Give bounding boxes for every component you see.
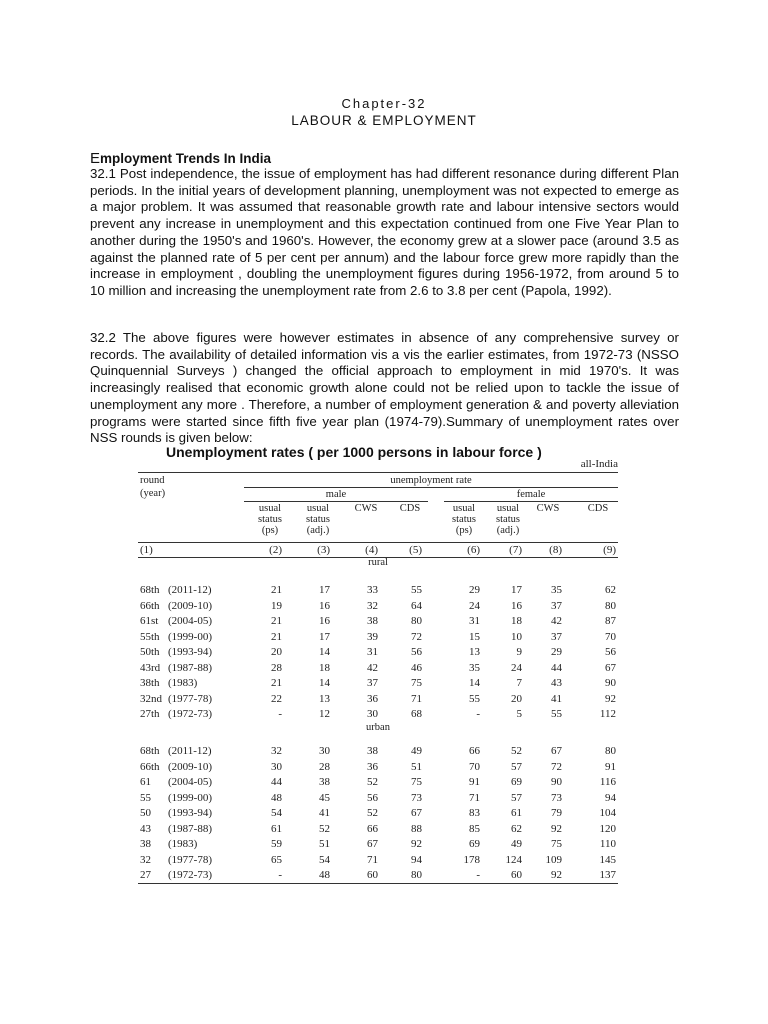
value-cell: 59 [271, 838, 282, 850]
header-female-usual-ps [444, 503, 484, 536]
table-row [138, 677, 618, 692]
value-cell: 91 [605, 760, 616, 773]
section-heading [90, 150, 271, 167]
value-cell: 67 [605, 661, 616, 674]
value-cell: 13 [319, 692, 330, 705]
header-year: (year) [140, 488, 166, 499]
value-cell: 31 [367, 646, 378, 658]
value-cell: 70 [605, 630, 616, 643]
round-cell: 66th [140, 760, 160, 773]
header-male-cws: CWS [354, 503, 378, 514]
round-cell: 27 [140, 869, 151, 881]
value-cell: 55 [411, 584, 422, 596]
value-cell: 112 [599, 708, 616, 720]
value-cell: 54 [319, 853, 330, 866]
value-cell: 61 [511, 807, 522, 819]
value-cell: 18 [319, 661, 330, 674]
header-usual: usual [496, 503, 520, 514]
table-row [138, 631, 618, 646]
value-cell: 49 [411, 745, 422, 757]
value-cell: 35 [469, 661, 480, 674]
value-cell: 73 [551, 791, 562, 804]
header-usual: usual [452, 503, 476, 514]
value-cell: 14 [319, 677, 330, 689]
year-cell: (2009-10) [168, 599, 212, 612]
value-cell: 16 [319, 599, 330, 612]
header-female-cds: CDS [587, 503, 609, 514]
value-cell: 67 [551, 745, 562, 757]
value-cell: 42 [551, 615, 562, 627]
header-male-usual-adj [298, 503, 338, 536]
round-cell: 55 [140, 791, 151, 804]
table-row [138, 761, 618, 776]
value-cell: 56 [411, 646, 422, 658]
table-row [138, 792, 618, 807]
value-cell: 178 [463, 853, 480, 866]
value-cell: 67 [367, 838, 378, 850]
value-cell: 45 [319, 791, 330, 804]
header-male-usual-ps [250, 503, 290, 536]
value-cell: 57 [511, 791, 522, 804]
table-row [138, 869, 618, 884]
value-cell: 21 [271, 630, 282, 643]
value-cell: 5 [516, 708, 522, 720]
round-cell: 43 [140, 822, 151, 835]
value-cell: 17 [319, 630, 330, 643]
year-cell: (1993-94) [168, 807, 212, 819]
table-bottom-rule [138, 883, 618, 884]
year-cell: (1972-73) [168, 708, 212, 720]
value-cell: 14 [469, 677, 480, 689]
value-cell: 49 [511, 838, 522, 850]
year-cell: (1972-73) [168, 869, 212, 881]
value-cell: 90 [605, 677, 616, 689]
value-cell: 52 [367, 776, 378, 788]
value-cell: 16 [319, 615, 330, 627]
table-title: Unemployment rates ( per 1000 persons in labour force ) [166, 444, 542, 460]
value-cell: 85 [469, 822, 480, 835]
value-cell: 64 [411, 599, 422, 612]
value-cell: 87 [605, 615, 616, 627]
year-cell: (1983) [168, 838, 198, 850]
round-cell: 61st [140, 615, 159, 627]
table-row [138, 693, 618, 708]
value-cell: - [476, 869, 480, 881]
value-cell: 35 [551, 584, 562, 596]
header-bottom-rule [138, 542, 618, 543]
value-cell: 30 [271, 760, 282, 773]
table-row [138, 776, 618, 791]
round-cell: 32 [140, 853, 151, 866]
value-cell: 20 [511, 692, 522, 705]
value-cell: 9 [516, 646, 522, 658]
value-cell: - [278, 869, 282, 881]
year-cell: (1977-78) [168, 853, 212, 866]
table-top-rule [138, 472, 618, 473]
value-cell: 10 [511, 630, 522, 643]
header-status: status [258, 514, 282, 525]
col-num: (7) [509, 544, 522, 556]
header-rule-female [444, 501, 618, 502]
section-heading-text: mployment Trends In India [100, 151, 272, 166]
year-cell: (1987-88) [168, 661, 212, 674]
col-num: (1) [140, 544, 153, 556]
header-status: status [452, 514, 476, 525]
value-cell: 67 [411, 807, 422, 819]
value-cell: 21 [271, 615, 282, 627]
value-cell: 66 [469, 745, 480, 757]
round-cell: 66th [140, 599, 160, 612]
value-cell: - [278, 708, 282, 720]
rural-label: rural [368, 557, 388, 568]
value-cell: 55 [469, 692, 480, 705]
value-cell: 75 [411, 677, 422, 689]
value-cell: 92 [411, 838, 422, 850]
value-cell: 33 [367, 584, 378, 596]
value-cell: 51 [319, 838, 330, 850]
table-row [138, 708, 618, 723]
value-cell: 32 [271, 745, 282, 757]
value-cell: 38 [367, 745, 378, 757]
header-status: status [306, 514, 330, 525]
value-cell: 80 [411, 869, 422, 881]
value-cell: 54 [271, 807, 282, 819]
value-cell: 60 [511, 869, 522, 881]
value-cell: 73 [411, 791, 422, 804]
value-cell: 30 [319, 745, 330, 757]
header-male-cds: CDS [399, 503, 421, 514]
value-cell: 43 [551, 677, 562, 689]
value-cell: 29 [551, 646, 562, 658]
section-heading-initial: E [90, 150, 101, 167]
year-cell: (1999-00) [168, 630, 212, 643]
header-male: male [325, 489, 347, 500]
value-cell: 13 [469, 646, 480, 658]
value-cell: 52 [511, 745, 522, 757]
value-cell: 20 [271, 646, 282, 658]
value-cell: 17 [319, 584, 330, 596]
value-cell: 70 [469, 760, 480, 773]
value-cell: 22 [271, 692, 282, 705]
year-cell: (1993-94) [168, 646, 212, 658]
header-unemployment-rate: unemployment rate [390, 475, 472, 486]
value-cell: 88 [411, 822, 422, 835]
value-cell: 61 [271, 822, 282, 835]
value-cell: 94 [411, 853, 422, 866]
value-cell: 62 [511, 822, 522, 835]
value-cell: 92 [605, 692, 616, 705]
value-cell: 14 [319, 646, 330, 658]
value-cell: 83 [469, 807, 480, 819]
table-row [138, 823, 618, 838]
value-cell: 39 [367, 630, 378, 643]
col-num: (8) [549, 544, 562, 556]
value-cell: 60 [367, 869, 378, 881]
value-cell: 29 [469, 584, 480, 596]
value-cell: 48 [319, 869, 330, 881]
value-cell: 80 [605, 745, 616, 757]
year-cell: (2004-05) [168, 776, 212, 788]
value-cell: 69 [511, 776, 522, 788]
paragraph-32-1: 32.1 Post independence, the issue of employment has had different resonance during different Plan periods. In the initial years of development planning, unemployment was not expected to emerge as a major problem. It was assumed that reasonable growth rate and labour intensive sectors would prevent any increase in unemployment and this expectation continued from one Five Year Plan to another during the 1950's and 1960's. However, the economy grew at a slower pace (around 3.5 as against the planned rate of 5 per cent per annum) and the labour force grew more rapidly than the increase in employment , doubling the unemployment figures during 1956-1972, from around 5 to 10 million and increasing the unemployment rate from 2.6 to 3.8 per cent (Papola, 1992). [90, 166, 679, 298]
value-cell: 24 [469, 599, 480, 612]
value-cell: 110 [599, 838, 616, 850]
value-cell: 46 [411, 661, 422, 674]
value-cell: 41 [551, 692, 562, 705]
col-num: (6) [467, 544, 480, 556]
round-cell: 55th [140, 630, 160, 643]
value-cell: 71 [411, 692, 422, 705]
value-cell: 90 [551, 776, 562, 788]
col-num: (2) [269, 544, 282, 556]
col-num: (5) [409, 544, 422, 556]
value-cell: 44 [271, 776, 282, 788]
round-cell: 50 [140, 807, 151, 819]
value-cell: 37 [551, 630, 562, 643]
value-cell: 28 [271, 661, 282, 674]
header-round: round [140, 475, 165, 486]
round-cell: 27th [140, 708, 160, 720]
value-cell: 18 [511, 615, 522, 627]
value-cell: 66 [367, 822, 378, 835]
urban-label: urban [366, 722, 390, 733]
value-cell: 80 [605, 599, 616, 612]
value-cell: 32 [367, 599, 378, 612]
round-cell: 61 [140, 776, 151, 788]
value-cell: 19 [271, 599, 282, 612]
value-cell: 36 [367, 692, 378, 705]
year-cell: (2011-12) [168, 745, 212, 757]
value-cell: 15 [469, 630, 480, 643]
value-cell: 120 [599, 822, 616, 835]
table-row [138, 807, 618, 822]
header-adj: (adj.) [306, 525, 330, 536]
value-cell: 75 [551, 838, 562, 850]
table-row [138, 646, 618, 661]
value-cell: 79 [551, 807, 562, 819]
table-row [138, 745, 618, 760]
value-cell: 36 [367, 760, 378, 773]
year-cell: (2004-05) [168, 615, 212, 627]
value-cell: 7 [516, 677, 522, 689]
table-row [138, 854, 618, 869]
value-cell: 94 [605, 791, 616, 804]
header-ps: (ps) [455, 525, 473, 536]
header-female-cws: CWS [536, 503, 560, 514]
header-adj: (adj.) [496, 525, 520, 536]
chapter-number: Chapter-32 [341, 96, 427, 111]
value-cell: 62 [605, 584, 616, 596]
value-cell: 52 [319, 822, 330, 835]
table-row [138, 615, 618, 630]
col-num: (4) [365, 544, 378, 556]
value-cell: 69 [469, 838, 480, 850]
round-cell: 68th [140, 745, 160, 757]
value-cell: 31 [469, 615, 480, 627]
year-cell: (1977-78) [168, 692, 212, 705]
table-scope: all-India [580, 458, 618, 470]
round-cell: 43rd [140, 661, 161, 674]
value-cell: 55 [551, 708, 562, 720]
value-cell: 48 [271, 791, 282, 804]
header-rule-male [244, 501, 428, 502]
round-cell: 68th [140, 584, 160, 596]
table-row [138, 584, 618, 599]
value-cell: 21 [271, 677, 282, 689]
value-cell: 21 [271, 584, 282, 596]
value-cell: 116 [599, 776, 616, 788]
round-cell: 32nd [140, 692, 162, 705]
value-cell: 72 [411, 630, 422, 643]
header-usual: usual [306, 503, 330, 514]
header-female: female [516, 489, 546, 500]
value-cell: 137 [599, 869, 616, 881]
value-cell: 41 [319, 807, 330, 819]
value-cell: 75 [411, 776, 422, 788]
value-cell: 56 [605, 646, 616, 658]
value-cell: 124 [505, 853, 522, 866]
value-cell: 57 [511, 760, 522, 773]
value-cell: 30 [367, 708, 378, 720]
value-cell: 71 [469, 791, 480, 804]
value-cell: 44 [551, 661, 562, 674]
year-cell: (1983) [168, 677, 198, 689]
header-female-usual-adj [488, 503, 528, 536]
value-cell: 38 [367, 615, 378, 627]
value-cell: 71 [367, 853, 378, 866]
value-cell: 65 [271, 853, 282, 866]
header-usual: usual [258, 503, 282, 514]
header-status: status [496, 514, 520, 525]
value-cell: 17 [511, 584, 522, 596]
value-cell: 42 [367, 661, 378, 674]
value-cell: 16 [511, 599, 522, 612]
value-cell: 28 [319, 760, 330, 773]
year-cell: (2009-10) [168, 760, 212, 773]
value-cell: 24 [511, 661, 522, 674]
value-cell: 109 [545, 853, 562, 866]
paragraph-32-2: 32.2 The above figures were however estimates in absence of any comprehensive survey or records. The availability of detailed information vis a vis the earlier estimates, from 1972-73 (NSSO Quinquennial Surveys ) changed the official approach to employment in mid 1970's. It was increasingly realised that economic growth alone could not be relied upon to tackle the issue of unemployment any more . Therefore, a number of employment generation & and poverty alleviation programs were started since fifth five year plan (1974-79).Summary of unemployment rates over NSS rounds is given below: [90, 330, 679, 446]
chapter-title: LABOUR & EMPLOYMENT [291, 113, 477, 128]
year-cell: (2011-12) [168, 584, 212, 596]
round-cell: 38 [140, 838, 151, 850]
col-num: (3) [317, 544, 330, 556]
value-cell: 92 [551, 822, 562, 835]
value-cell: 91 [469, 776, 480, 788]
year-cell: (1999-00) [168, 791, 212, 804]
round-cell: 50th [140, 646, 160, 658]
col-num: (9) [603, 544, 616, 556]
value-cell: 56 [367, 791, 378, 804]
table-row [138, 838, 618, 853]
value-cell: 104 [599, 807, 616, 819]
value-cell: 37 [367, 677, 378, 689]
value-cell: - [476, 708, 480, 720]
table-row [138, 662, 618, 677]
value-cell: 92 [551, 869, 562, 881]
value-cell: 72 [551, 760, 562, 773]
value-cell: 51 [411, 760, 422, 773]
value-cell: 38 [319, 776, 330, 788]
header-rule-main [244, 487, 618, 488]
value-cell: 37 [551, 599, 562, 612]
header-ps: (ps) [261, 525, 279, 536]
value-cell: 12 [319, 708, 330, 720]
round-cell: 38th [140, 677, 160, 689]
value-cell: 52 [367, 807, 378, 819]
year-cell: (1987-88) [168, 822, 212, 835]
value-cell: 68 [411, 708, 422, 720]
value-cell: 80 [411, 615, 422, 627]
table-row [138, 600, 618, 615]
value-cell: 145 [599, 853, 616, 866]
